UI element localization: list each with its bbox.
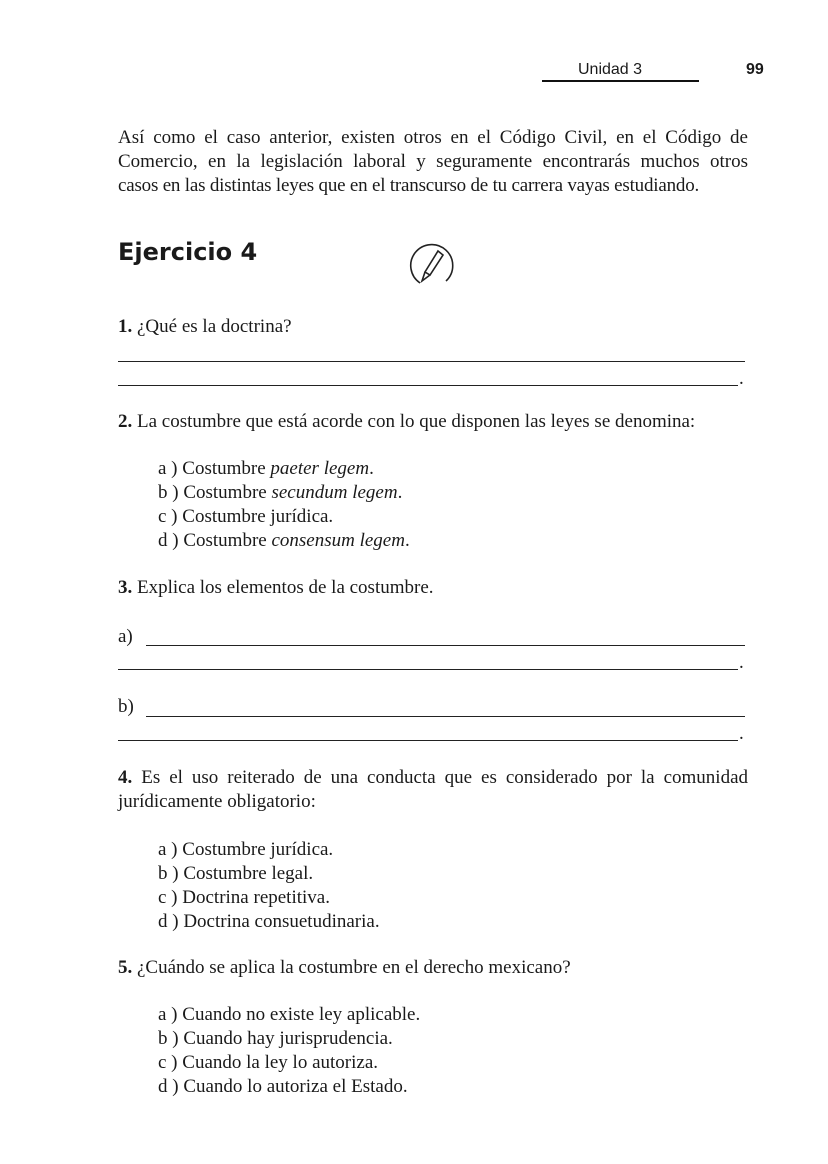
- pen-nib-icon: [408, 241, 456, 289]
- question-text: La costumbre que está acorde con lo que disponen las leyes se denomina:: [137, 411, 696, 432]
- question-3: [118, 576, 748, 600]
- intro-line: Comercio, en la legislación laboral y seguramente encontrarás muchos otros: [118, 151, 748, 172]
- question-number: 2.: [118, 411, 133, 432]
- option-d[interactable]: d ) Costumbre consensum legem.: [158, 530, 410, 551]
- question-5-options: [158, 1003, 420, 1099]
- exercise-title: Ejercicio 4: [118, 238, 258, 266]
- page-number: 99: [746, 61, 764, 78]
- option-c[interactable]: c ) Cuando la ley lo autoriza.: [158, 1052, 379, 1073]
- answer-line[interactable]: [118, 385, 738, 386]
- answer-line[interactable]: [118, 361, 745, 362]
- intro-line: Así como el caso anterior, existen otros en el Código Civil, en el Código de: [118, 127, 748, 148]
- question-2: [118, 410, 748, 434]
- question-text: ¿Cuándo se aplica la costumbre en el derecho mexicano?: [137, 957, 571, 978]
- period: .: [739, 652, 744, 673]
- answer-line[interactable]: [146, 716, 745, 717]
- question-number: 3.: [118, 577, 133, 598]
- question-1: [118, 315, 748, 339]
- option-b[interactable]: b ) Costumbre legal.: [158, 863, 314, 884]
- question-number: 1.: [118, 316, 133, 337]
- intro-paragraph: [118, 126, 748, 198]
- question-4: [118, 766, 748, 814]
- question-text: Explica los elementos de la costumbre.: [137, 577, 434, 598]
- option-d[interactable]: d ) Cuando lo autoriza el Estado.: [158, 1076, 408, 1097]
- header-rule: [542, 80, 699, 82]
- answer-line[interactable]: [118, 669, 738, 670]
- period: .: [739, 368, 744, 389]
- option-a[interactable]: a ) Costumbre paeter legem.: [158, 458, 374, 479]
- option-d[interactable]: d ) Doctrina consuetudinaria.: [158, 911, 380, 932]
- question-4-options: [158, 838, 380, 934]
- option-c[interactable]: c ) Doctrina repetitiva.: [158, 887, 330, 908]
- question-text: ¿Qué es la doctrina?: [137, 316, 292, 337]
- question-number: 4.: [118, 767, 133, 788]
- part-b-label: b): [118, 696, 134, 717]
- intro-line: casos en las distintas leyes que en el transcurso de tu carrera vayas estudiando.: [118, 175, 700, 196]
- option-c[interactable]: c ) Costumbre jurídica.: [158, 506, 334, 527]
- part-a-label: a): [118, 626, 133, 647]
- option-a[interactable]: a ) Cuando no existe ley aplicable.: [158, 1004, 421, 1025]
- option-a[interactable]: a ) Costumbre jurídica.: [158, 839, 334, 860]
- period: .: [739, 723, 744, 744]
- running-header-unit: Unidad 3: [578, 61, 643, 78]
- question-5: [118, 956, 748, 980]
- option-b[interactable]: b ) Costumbre secundum legem.: [158, 482, 403, 503]
- question-text: jurídicamente obligatorio:: [118, 791, 316, 812]
- answer-line[interactable]: [118, 740, 738, 741]
- question-number: 5.: [118, 957, 133, 978]
- question-2-options: [158, 457, 410, 553]
- question-text: Es el uso reiterado de una conducta que es considerado por la comunidad: [141, 767, 749, 788]
- answer-line[interactable]: [146, 645, 745, 646]
- option-b[interactable]: b ) Cuando hay jurisprudencia.: [158, 1028, 393, 1049]
